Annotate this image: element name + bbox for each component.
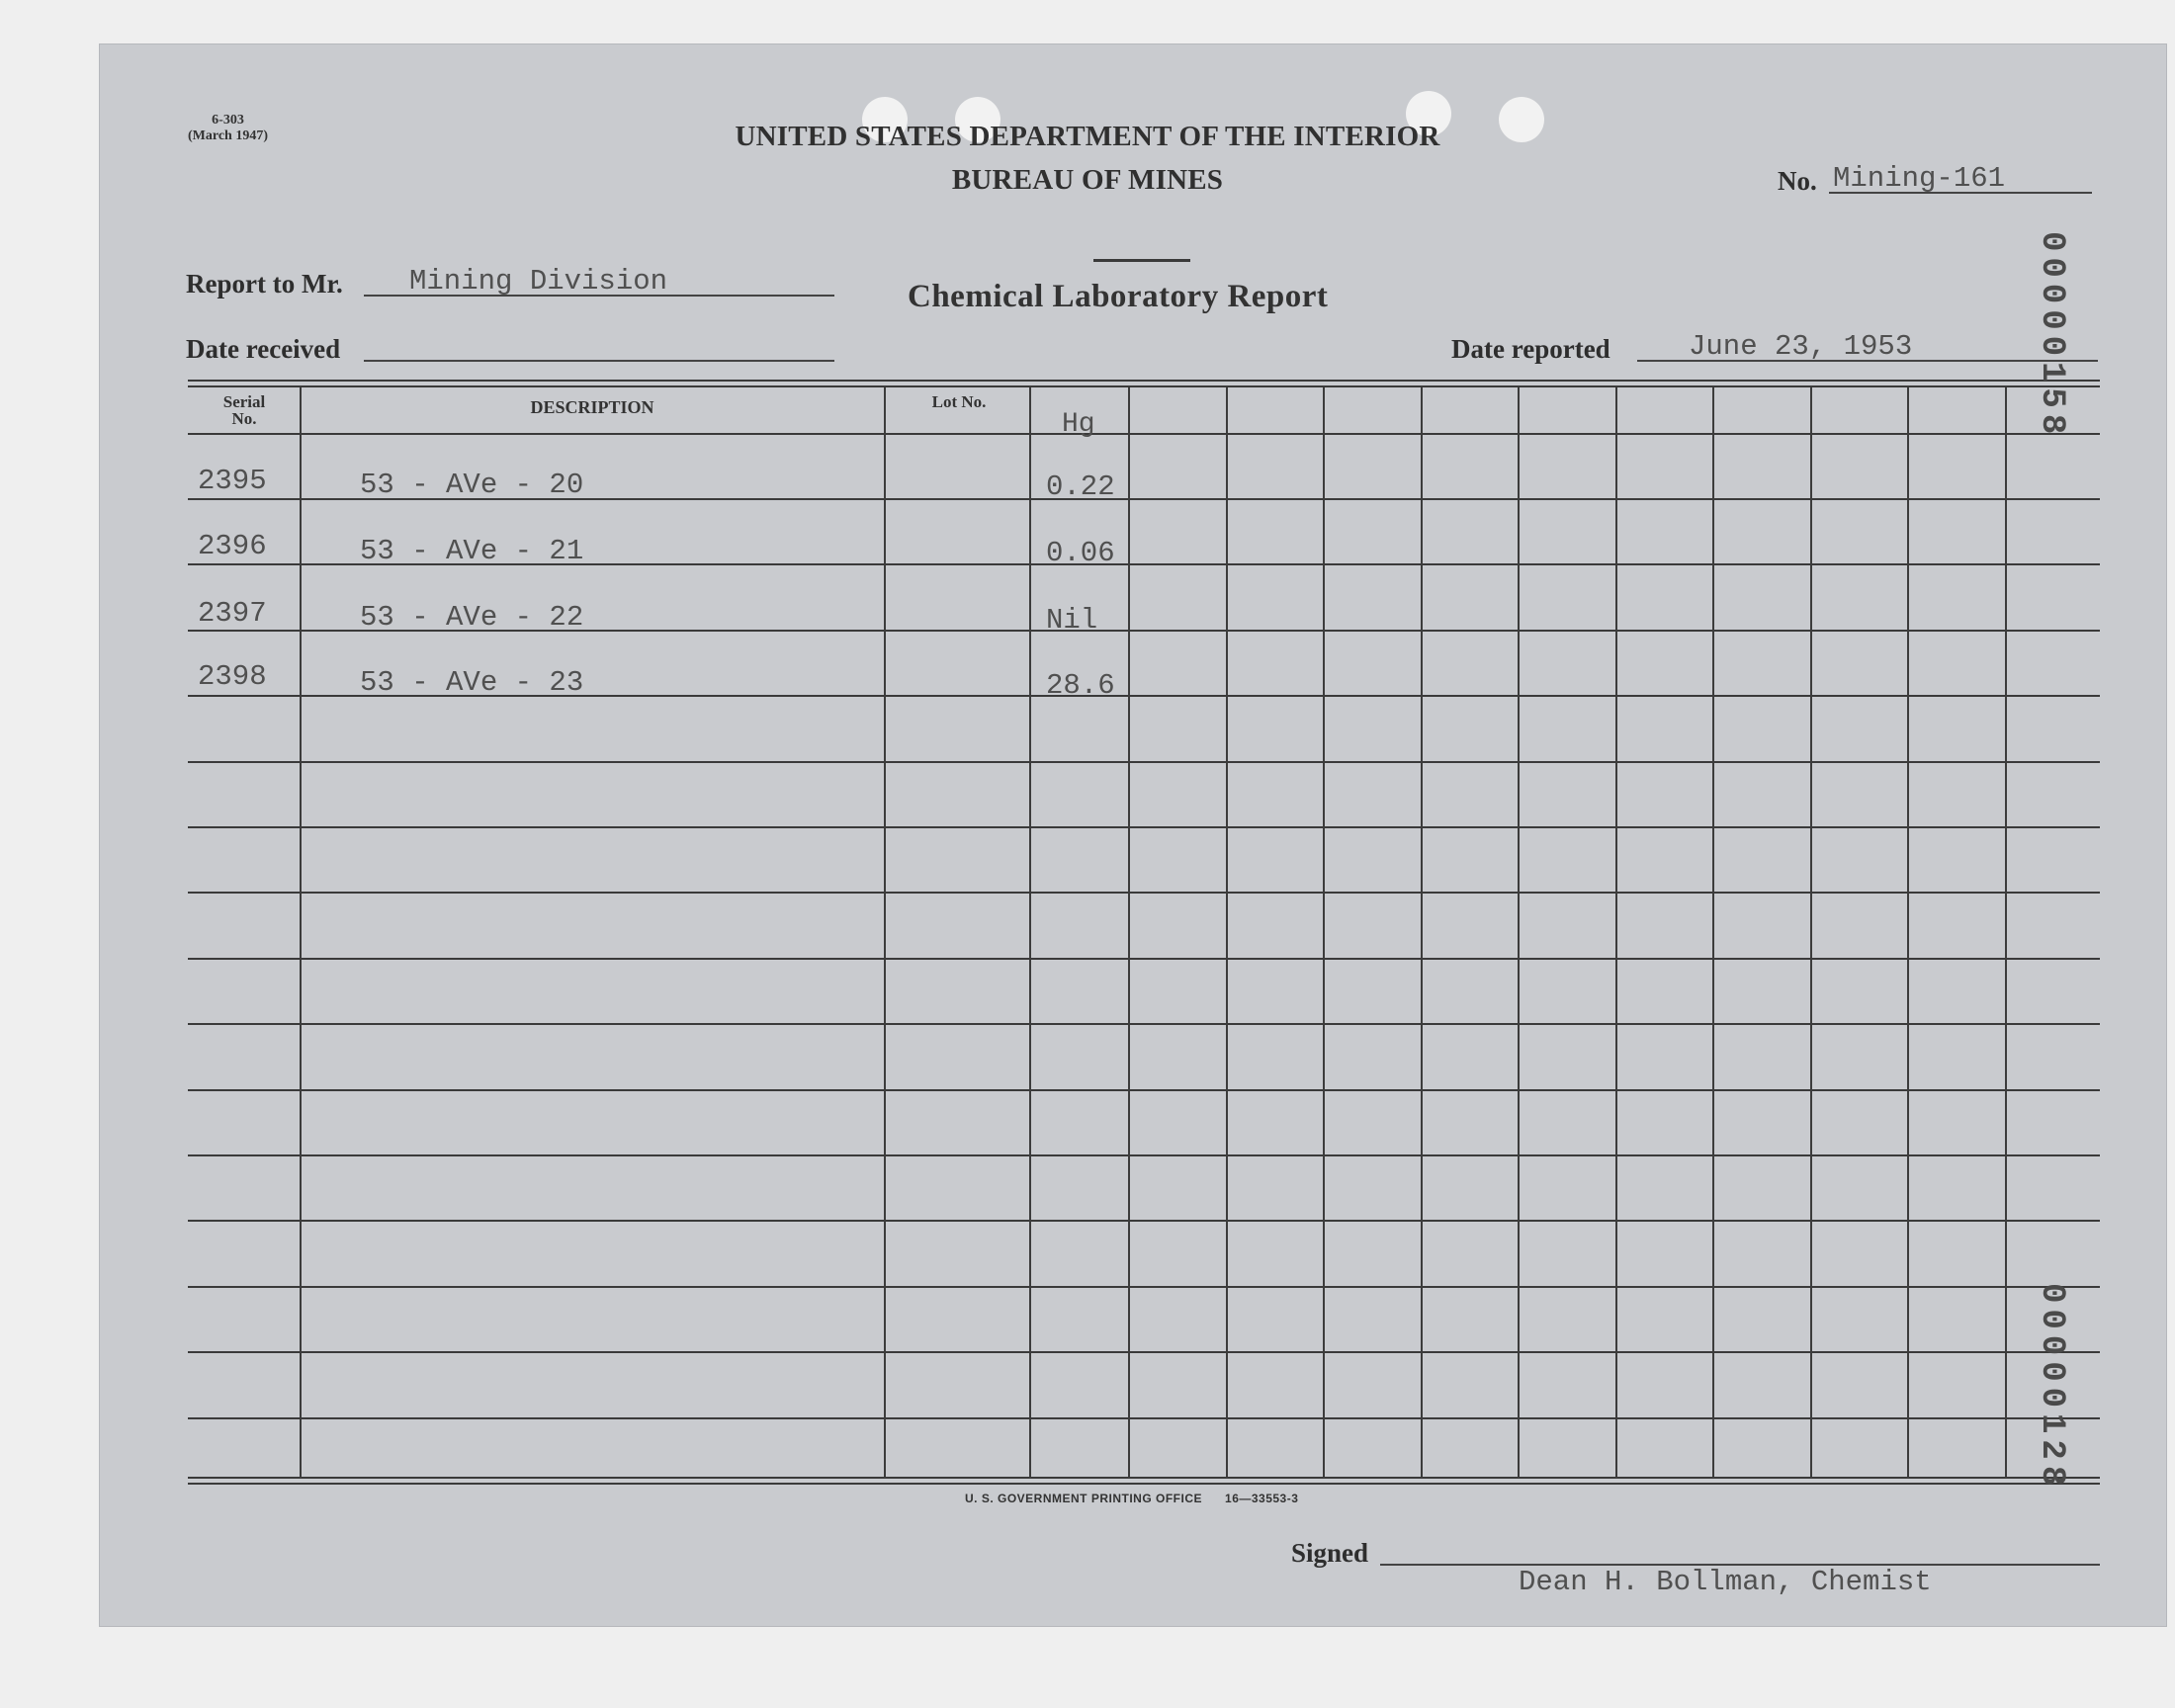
printing-office-line: U. S. GOVERNMENT PRINTING OFFICE 16—33553-3 bbox=[965, 1492, 1299, 1505]
description-cell: 53 - AVe - 21 bbox=[360, 535, 584, 567]
column-divider bbox=[1712, 387, 1714, 1479]
date-reported-underline bbox=[1637, 360, 2098, 362]
report-title: Chemical Laboratory Report bbox=[908, 279, 1329, 314]
hg-cell: Nil bbox=[1046, 604, 1098, 637]
row-rule bbox=[188, 1023, 2100, 1025]
report-number-label: No. bbox=[1778, 166, 1817, 196]
table-top-rule bbox=[188, 380, 2100, 382]
lot-no-header: Lot No. bbox=[931, 392, 987, 411]
row-rule bbox=[188, 1089, 2100, 1091]
row-rule bbox=[188, 1154, 2100, 1156]
row-rule bbox=[188, 826, 2100, 828]
report-to-value: Mining Division bbox=[409, 265, 668, 298]
hg-cell: 0.06 bbox=[1046, 537, 1115, 569]
hg-header: Hg bbox=[1062, 409, 1095, 440]
date-reported-value: June 23, 1953 bbox=[1689, 330, 1913, 363]
report-number-underline bbox=[1829, 192, 2092, 194]
column-divider bbox=[300, 387, 302, 1479]
column-divider bbox=[1128, 387, 1130, 1479]
hg-cell: 0.22 bbox=[1046, 470, 1115, 503]
column-divider bbox=[1615, 387, 1617, 1479]
date-received-underline bbox=[364, 360, 834, 362]
signed-value: Dean H. Bollman, Chemist bbox=[1519, 1566, 1932, 1598]
bureau-title: BUREAU OF MINES bbox=[951, 164, 1224, 196]
serial-no-header: Serial No. bbox=[222, 392, 266, 428]
serial-cell: 2395 bbox=[198, 465, 267, 497]
row-rule bbox=[188, 958, 2100, 960]
agency-title: UNITED STATES DEPARTMENT OF THE INTERIOR bbox=[735, 121, 1440, 152]
description-cell: 53 - AVe - 22 bbox=[360, 601, 584, 634]
table-bottom-rule bbox=[188, 1477, 2100, 1479]
column-divider bbox=[1810, 387, 1812, 1479]
column-divider bbox=[1421, 387, 1423, 1479]
date-received-label: Date received bbox=[186, 334, 341, 364]
report-number-value: Mining-161 bbox=[1833, 162, 2006, 195]
column-divider bbox=[1029, 387, 1031, 1479]
form-revision: (March 1947) bbox=[188, 128, 268, 143]
hg-cell: 28.6 bbox=[1046, 669, 1115, 702]
column-divider bbox=[2005, 387, 2007, 1479]
serial-cell: 2396 bbox=[198, 530, 267, 562]
title-rule bbox=[1093, 259, 1190, 262]
date-reported-label: Date reported bbox=[1451, 334, 1610, 364]
column-divider bbox=[1323, 387, 1325, 1479]
description-cell: 53 - AVe - 23 bbox=[360, 666, 584, 699]
row-rule bbox=[188, 892, 2100, 894]
row-rule bbox=[188, 761, 2100, 763]
row-rule bbox=[188, 1417, 2100, 1419]
signed-label: Signed bbox=[1291, 1538, 1369, 1568]
column-divider bbox=[1518, 387, 1520, 1479]
archive-stamp-top: 00000158 bbox=[2033, 231, 2070, 441]
row-rule bbox=[188, 1220, 2100, 1222]
table-top-rule-2 bbox=[188, 385, 2100, 387]
header-bottom-rule bbox=[188, 433, 2100, 435]
archive-stamp-bottom: 00000128 bbox=[2033, 1283, 2070, 1493]
report-to-underline bbox=[364, 295, 834, 297]
column-divider bbox=[1907, 387, 1909, 1479]
report-to-label: Report to Mr. bbox=[186, 269, 343, 299]
row-rule bbox=[188, 1286, 2100, 1288]
serial-cell: 2397 bbox=[198, 597, 267, 630]
description-cell: 53 - AVe - 20 bbox=[360, 469, 584, 501]
description-header: DESCRIPTION bbox=[530, 397, 654, 417]
column-divider bbox=[884, 387, 886, 1479]
form-number: 6-303 bbox=[212, 113, 244, 128]
serial-cell: 2398 bbox=[198, 660, 267, 693]
column-divider bbox=[1226, 387, 1228, 1479]
table-bottom-rule-2 bbox=[188, 1483, 2100, 1485]
row-rule bbox=[188, 1351, 2100, 1353]
